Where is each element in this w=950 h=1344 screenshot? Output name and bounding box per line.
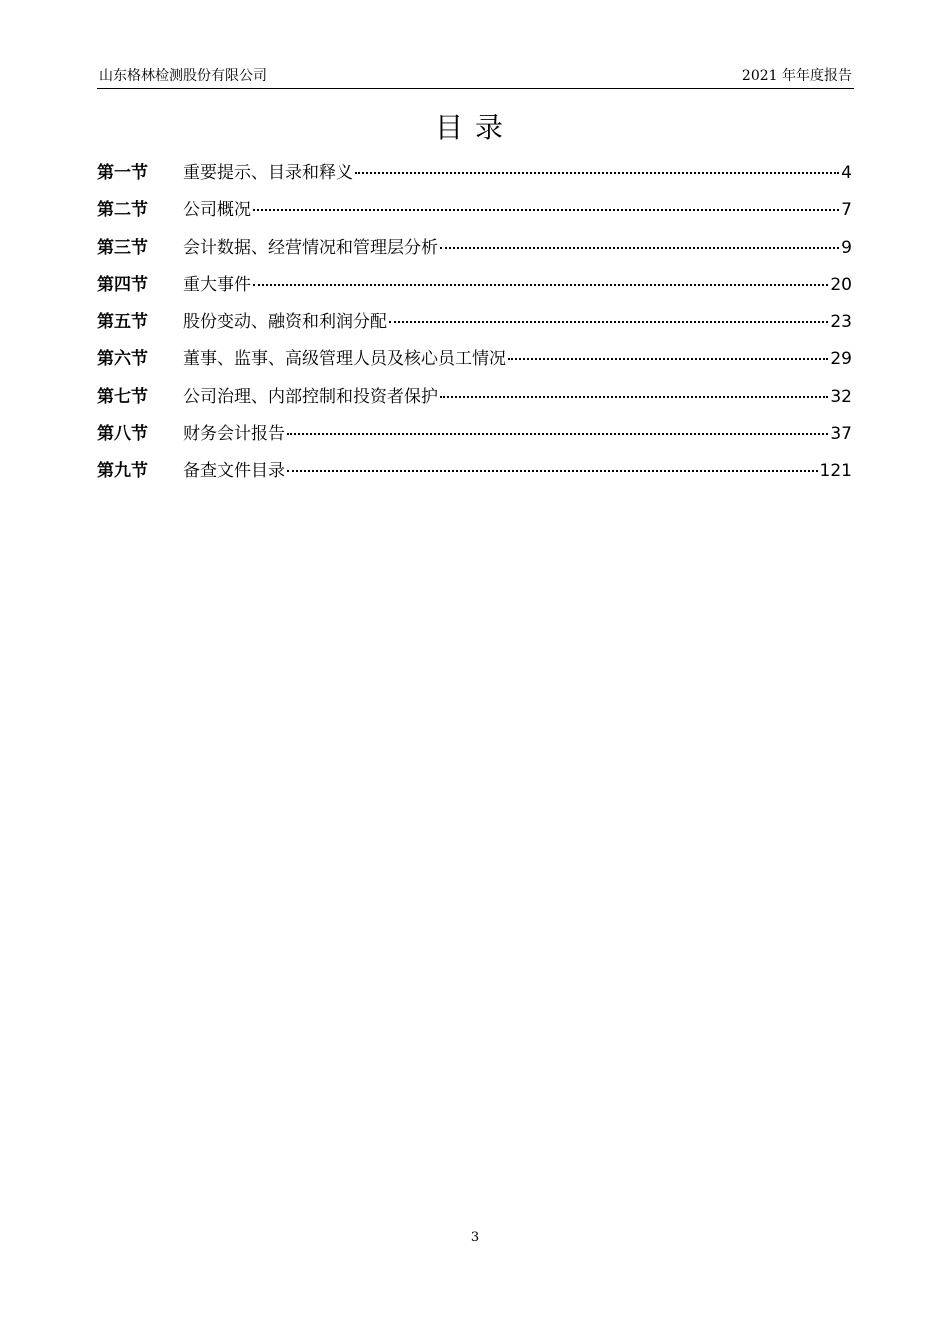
header-company-name: 山东格林检测股份有限公司 <box>99 68 267 84</box>
toc-page-number: 4 <box>841 163 852 183</box>
toc-dot-leader <box>389 320 828 323</box>
page-header <box>97 64 854 89</box>
toc-heading: 股份变动、融资和利润分配 <box>183 312 387 333</box>
toc-heading: 重大事件 <box>183 274 251 295</box>
toc-section-label: 第九节 <box>97 461 148 482</box>
toc-section-label: 第三节 <box>97 237 148 258</box>
toc-section-label: 第五节 <box>97 312 148 333</box>
toc-page-number: 20 <box>830 274 852 295</box>
toc-page-number: 9 <box>841 237 852 258</box>
toc-heading: 公司概况 <box>183 200 251 221</box>
toc-section-label: 第一节 <box>97 163 148 183</box>
toc-page-number: 7 <box>841 200 852 221</box>
toc-dot-leader <box>355 171 839 174</box>
toc-heading: 会计数据、经营情况和管理层分析 <box>183 237 438 258</box>
page-number: 3 <box>470 1230 480 1245</box>
toc-entry[interactable] <box>97 268 852 305</box>
toc-section-label: 第八节 <box>97 424 148 445</box>
toc-section-label: 第二节 <box>97 200 148 221</box>
toc-heading: 公司治理、内部控制和投资者保护 <box>183 386 438 407</box>
toc-entry[interactable] <box>97 305 852 342</box>
toc-entry[interactable] <box>97 193 852 230</box>
toc-page-number: 37 <box>830 424 852 445</box>
toc-entry[interactable] <box>97 380 852 417</box>
toc-entry[interactable] <box>97 156 852 193</box>
toc-dot-leader <box>440 395 828 398</box>
toc-page-number: 32 <box>830 386 852 407</box>
toc-page-number: 121 <box>819 461 852 482</box>
toc-entry[interactable] <box>97 342 852 379</box>
toc-dot-leader <box>253 208 839 211</box>
toc-list <box>97 156 852 492</box>
toc-dot-leader <box>287 469 818 472</box>
toc-heading: 董事、监事、高级管理人员及核心员工情况 <box>183 349 506 370</box>
toc-dot-leader <box>253 283 828 286</box>
toc-entry[interactable] <box>97 231 852 268</box>
toc-heading: 备查文件目录 <box>183 461 285 482</box>
toc-section-label: 第四节 <box>97 274 148 295</box>
toc-heading: 重要提示、目录和释义 <box>183 163 353 183</box>
toc-section-label: 第六节 <box>97 349 148 370</box>
toc-title: 目录 <box>434 111 515 144</box>
toc-entry[interactable] <box>97 454 852 491</box>
toc-section-label: 第七节 <box>97 386 148 407</box>
toc-page-number: 29 <box>830 349 852 370</box>
toc-page-number: 23 <box>830 312 852 333</box>
toc-entry[interactable] <box>97 417 852 454</box>
header-report-title: 2021 年年度报告 <box>741 68 852 84</box>
toc-heading: 财务会计报告 <box>183 424 285 445</box>
toc-dot-leader <box>508 357 828 360</box>
toc-dot-leader <box>440 246 839 249</box>
toc-dot-leader <box>287 432 828 435</box>
